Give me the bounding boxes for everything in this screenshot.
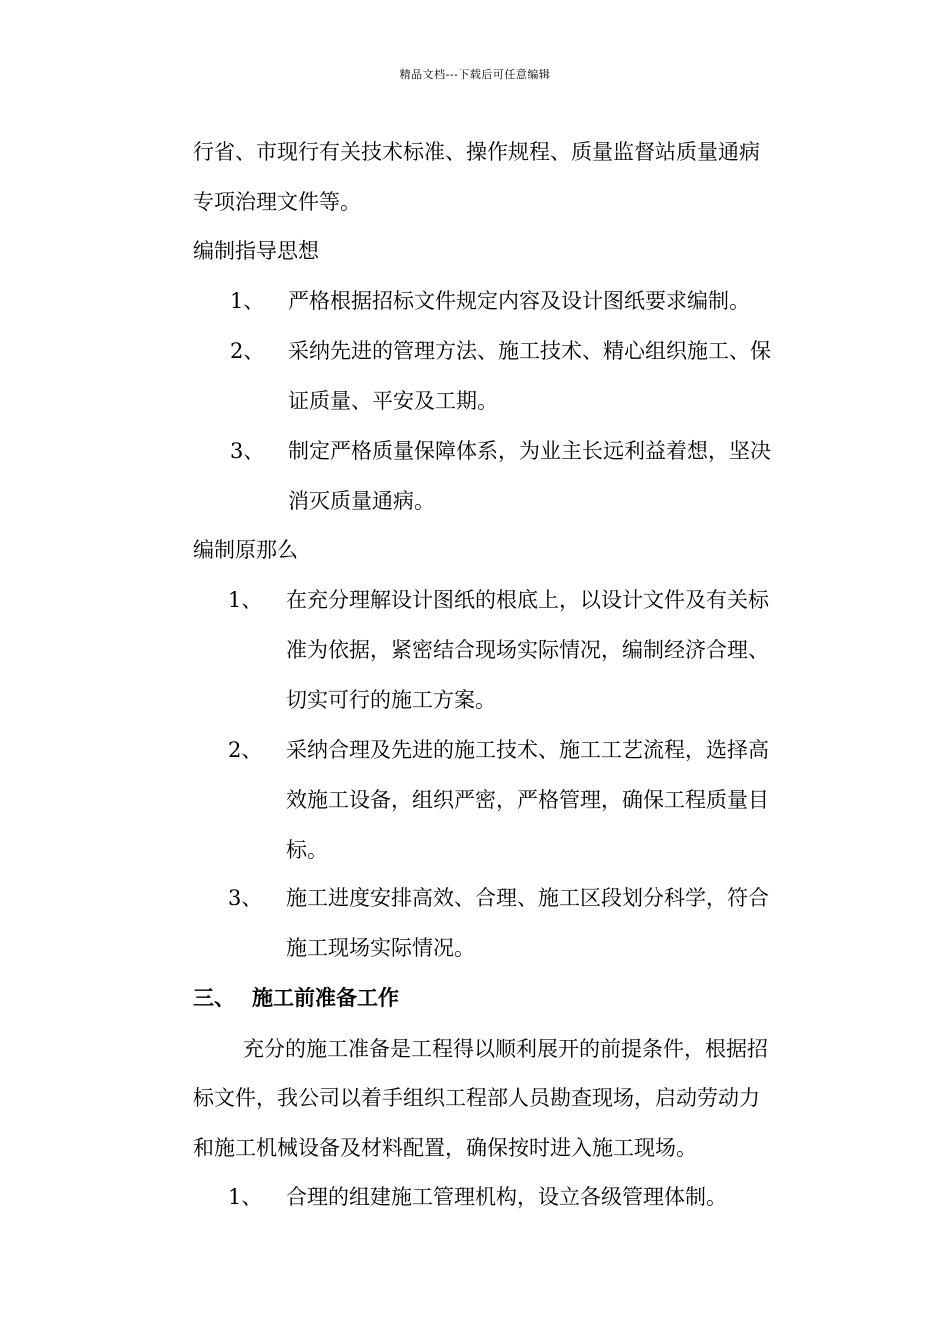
list-text: 在充分理解设计图纸的根底上，以设计文件及有关标 <box>286 588 769 612</box>
list-text: 证质量、平安及工期。 <box>288 389 498 413</box>
list-text: 采纳合理及先进的施工技术、施工工艺流程，选择高 <box>286 738 769 762</box>
list-text: 合理的组建施工管理机构，设立各级管理体制。 <box>286 1185 727 1209</box>
list-number: 3、 <box>230 439 265 463</box>
list-text: 采纳先进的管理方法、施工技术、精心组织施工、保 <box>288 339 771 363</box>
list-text: 效施工设备，组织严密，严格管理，确保工程质量目 <box>286 788 769 812</box>
paragraph-text: 和施工机械设备及材料配置，确保按时进入施工现场。 <box>193 1136 697 1160</box>
paragraph-text: 充分的施工准备是工程得以顺利展开的前提条件，根据招 <box>243 1037 768 1061</box>
list-text: 施工现场实际情况。 <box>286 936 475 960</box>
section-number: 三、 <box>193 985 235 1010</box>
list-number: 1、 <box>228 588 263 612</box>
list-text: 准为依据，紧密结合现场实际情况，编制经济合理、 <box>286 638 769 662</box>
list-text: 严格根据招标文件规定内容及设计图纸要求编制。 <box>288 289 750 313</box>
list-text: 标。 <box>286 838 328 862</box>
list-text: 切实可行的施工方案。 <box>286 688 496 712</box>
section-title: 施工前准备工作 <box>252 985 399 1010</box>
list-number: 1、 <box>228 1185 263 1209</box>
list-number: 3、 <box>228 886 263 910</box>
list-text: 制定严格质量保障体系，为业主长远利益着想，坚决 <box>288 439 771 463</box>
page-header: 精品文档---下载后可任意编辑 <box>399 68 551 81</box>
list-number: 2、 <box>230 339 265 363</box>
principle-title-text: 编制原那么 <box>193 538 298 562</box>
list-text: 施工进度安排高效、合理、施工区段划分科学，符合 <box>286 886 769 910</box>
intro-text-1: 行省、市现行有关技术标准、操作规程、质量监督站质量通病 <box>193 140 760 164</box>
list-text: 消灭质量通病。 <box>288 489 435 513</box>
list-number: 2、 <box>228 738 263 762</box>
list-number: 1、 <box>230 289 265 313</box>
paragraph-text: 标文件，我公司以着手组织工程部人员勘查现场，启动劳动力 <box>193 1086 760 1110</box>
guideline-title-text: 编制指导思想 <box>193 239 319 263</box>
intro-text-2: 专项治理文件等。 <box>193 190 361 214</box>
